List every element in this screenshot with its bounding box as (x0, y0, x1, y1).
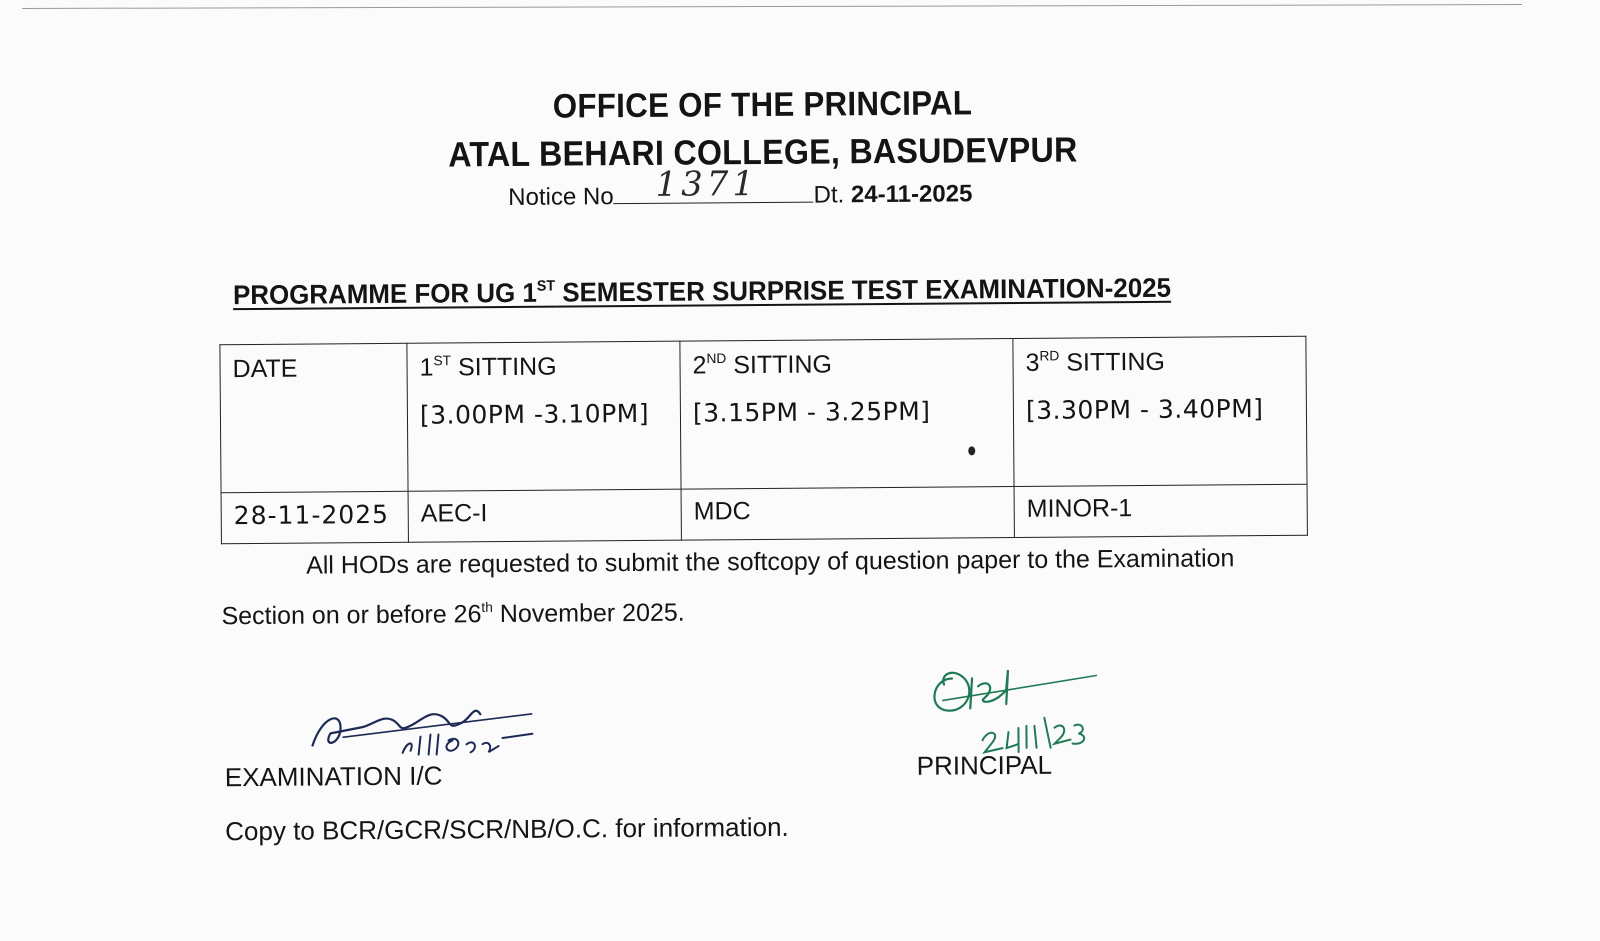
sitting-2-label: SITTING (726, 350, 833, 380)
table-row (221, 484, 1307, 544)
schedule-table (219, 336, 1308, 545)
programme-title-prefix: PROGRAMME FOR UG 1 (232, 277, 537, 311)
notice-number: 1371 (655, 164, 759, 205)
instruction-line-2-suffix: November 2025. (492, 598, 685, 629)
sitting-1-label: SITTING (450, 352, 557, 382)
row-sitting-1-paper: AEC-I (408, 489, 681, 542)
copy-to-line: Copy to BCR/GCR/SCR/NB/O.C. for information. (225, 811, 789, 847)
row-sitting-3-paper: MINOR-1 (1014, 484, 1307, 537)
header-cell-sitting-2 (680, 339, 1014, 490)
sitting-1-num: 1 (419, 353, 434, 382)
programme-title-suffix: SEMESTER SURPRISE TEST EXAMINATION-2025 (554, 272, 1172, 308)
programme-title (233, 273, 1171, 311)
instruction-line-2-sup: th (481, 599, 493, 615)
sitting-2-num: 2 (692, 351, 707, 380)
notice-date: 24-11-2025 (850, 180, 973, 209)
header-cell-sitting-3 (1013, 336, 1307, 486)
office-title: OFFICE OF THE PRINCIPAL (552, 84, 973, 126)
notice-line (508, 164, 973, 212)
table-header-row (220, 336, 1307, 493)
exam-ic-signature (302, 673, 573, 765)
programme-title-sup: ST (536, 278, 556, 295)
notice-label: Notice No (508, 183, 614, 211)
instruction-line-1: All HODs are requested to submit the softcopy of question paper to the Examination (306, 544, 1235, 580)
row-date: 28-11-2025 (221, 491, 408, 543)
notice-number-blank (613, 164, 813, 205)
sitting-2-sup: ND (706, 350, 727, 367)
sitting-3-num: 3 (1025, 348, 1040, 377)
sitting-2-time: [3.15PM - 3.25PM] (692, 396, 931, 428)
sitting-3-label: SITTING (1059, 347, 1166, 377)
row-sitting-2-paper: MDC (681, 487, 1014, 541)
header-date-label: DATE (232, 354, 298, 384)
sitting-1-sup: ST (433, 353, 452, 369)
principal-label: PRINCIPAL (916, 749, 1053, 781)
sitting-3-time: [3.30PM - 3.40PM] (1025, 394, 1264, 425)
principal-signature (922, 647, 1133, 759)
college-name: ATAL BEHARI COLLEGE, BASUDEVPUR (448, 130, 1078, 175)
notice-date-label: Dt. (813, 181, 845, 209)
instruction-line-2 (221, 599, 684, 632)
sitting-1-time: [3.00PM -3.10PM] (419, 398, 650, 430)
header-cell-date (220, 343, 408, 492)
exam-ic-label: EXAMINATION I/C (224, 760, 443, 793)
ink-speck (968, 446, 975, 455)
instruction-line-2-prefix: Section on or before 26 (221, 600, 482, 631)
sitting-3-sup: RD (1039, 348, 1060, 364)
header-cell-sitting-1 (407, 341, 681, 491)
